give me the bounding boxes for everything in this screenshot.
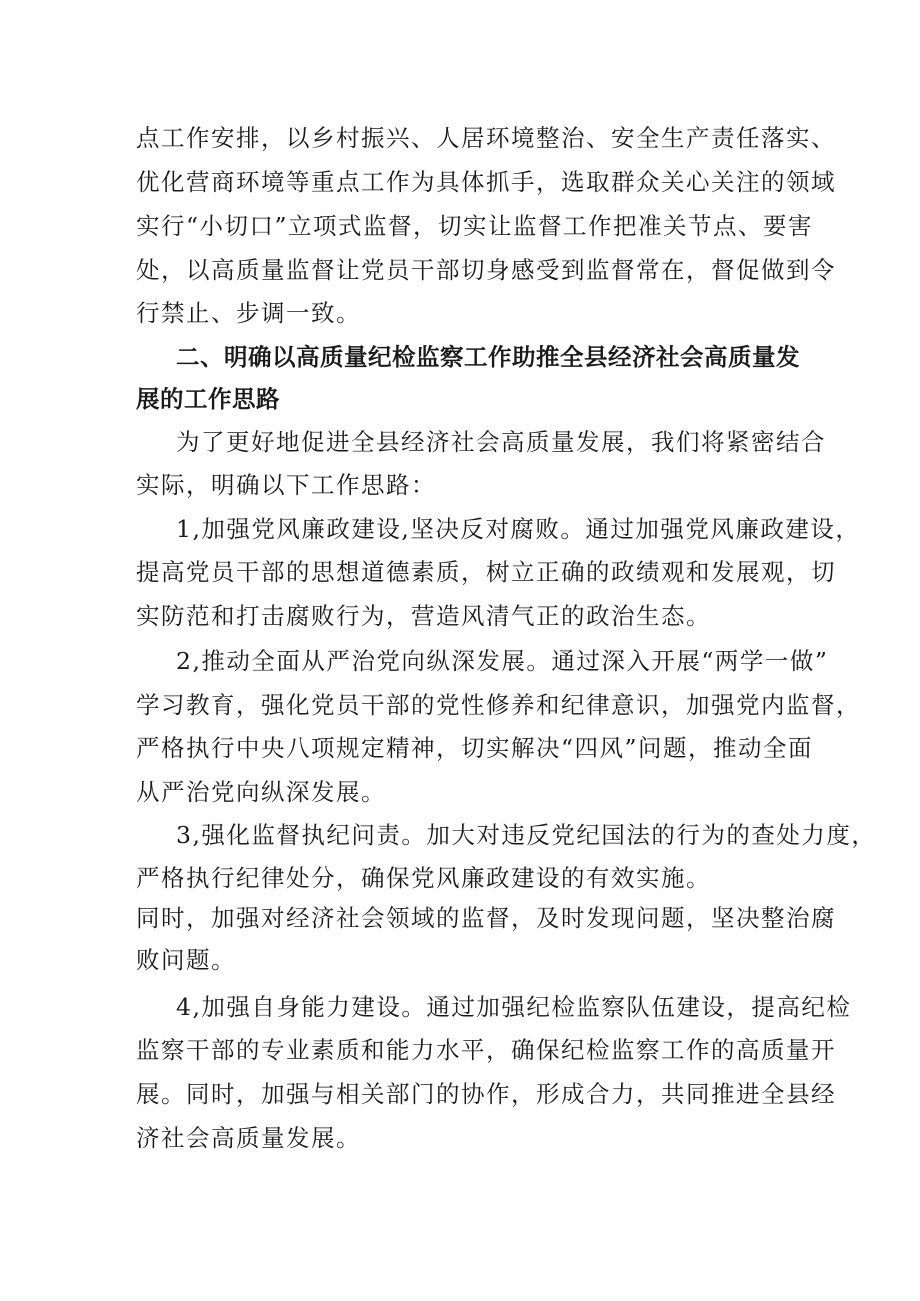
body-line: 同时，加强对经济社会领域的监督，及时发现问题，坚决整治腐 (136, 904, 836, 932)
body-line: 济社会高质量发展。 (136, 1124, 361, 1152)
section-heading: 二、明确以高质量纪检监察工作助推全县经济社会高质量发 (176, 343, 800, 371)
body-line: 提高党员干部的思想道德素质，树立正确的政绩观和发展观，切 (136, 558, 836, 586)
list-item-line: 2,推动全面从严治党向纵深发展。通过深入开展“两学一做” (176, 647, 829, 675)
body-line: 展。同时，加强与相关部门的协作，形成合力，共同推进全县经 (136, 1080, 836, 1108)
body-line: 学习教育，强化党员干部的党性修养和纪律意识，加强党内监督， (136, 691, 861, 719)
list-item-line: 1,加强党风廉政建设,坚决反对腐败。通过加强党风廉政建设， (176, 515, 861, 543)
body-line: 点工作安排，以乡村振兴、人居环境整治、安全生产责任落实、 (136, 124, 836, 152)
body-line: 监察干部的专业素质和能力水平，确保纪检监察工作的高质量开 (136, 1036, 836, 1064)
body-line: 实际，明确以下工作思路： (136, 471, 436, 499)
body-line: 行禁止、步调一致。 (136, 299, 361, 327)
body-line: 严格执行纪律处分，确保党风廉政建设的有效实施。 (136, 864, 711, 892)
body-line: 实防范和打击腐败行为，营造风清气正的政治生态。 (136, 602, 711, 630)
list-item-line: 3,强化监督执纪问责。加大对违反党纪国法的行为的查处力度， (176, 821, 877, 849)
body-line: 从严治党向纵深发展。 (136, 778, 386, 806)
body-line: 为了更好地促进全县经济社会高质量发展，我们将紧密结合 (176, 428, 826, 456)
body-line: 优化营商环境等重点工作为具体抓手，选取群众关心关注的领域 (136, 168, 836, 196)
body-line: 处，以高质量监督让党员干部切身感受到监督常在，督促做到令 (136, 256, 836, 284)
section-heading: 展的工作思路 (136, 385, 280, 413)
list-item-line: 4,加强自身能力建设。通过加强纪检监察队伍建设，提高纪检 (176, 993, 852, 1021)
body-line: 严格执行中央八项规定精神，切实解决“四风”问题，推动全面 (136, 734, 814, 762)
body-line: 实行“小切口”立项式监督，切实让监督工作把准关节点、要害 (136, 212, 814, 240)
body-line: 败问题。 (136, 946, 236, 974)
